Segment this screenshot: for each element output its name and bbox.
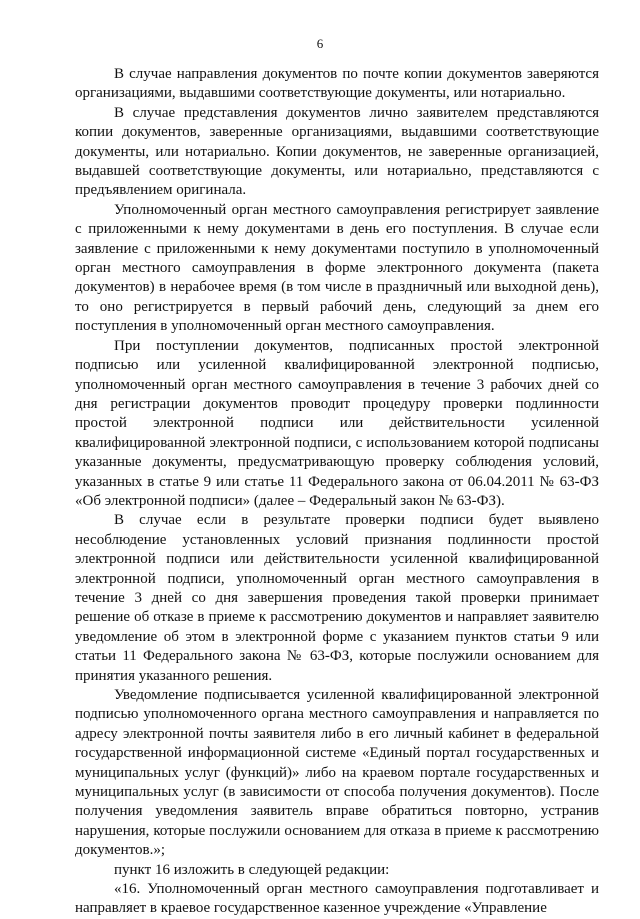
document-body <box>75 65 599 919</box>
paragraph-notification: Уведомление подписывается усиленной квалифицированной электронной подписью уполномоченного органа местного самоуправления и направляется по адресу электронной почты заявителя либо в его личный кабинет в федеральной государственной информационной системе «Единый портал государственных и муниципальных услуг (функций)» либо на краевом портале государственных и муниципальных услуг (в зависимости от способа получения документов). После получения уведомления заявитель вправе обратиться повторно, устранив нарушения, которые послужили основанием для отказа в приеме к рассмотрению документов.»; <box>75 687 599 859</box>
page-number: 6 <box>316 36 324 51</box>
paragraph-signature-check: При поступлении документов, подписанных простой электронной подписью или усиленной квалифицированной электронной подписью, уполномоченный орган местного самоуправления в течение 3 рабочих дней со дня регистрации документов проводит процедуру проверки подлинности простой электронной подписи или действительности усиленной квалифицированной электронной подписи, с использованием которой подписаны указанные документы, предусматривающую проверку соблюдения условий, указанных в статье 9 или статье 11 Федерального закона от 06.04.2011 № 63-ФЗ «Об электронной подписи» (далее – Федеральный закон № 63-ФЗ). <box>75 337 599 509</box>
paragraph-registration: Уполномоченный орган местного самоуправления регистрирует заявление с приложенными к нему документами в день его поступления. В случае если заявление с приложенными к нему документами поступило в уполномоченный орган местного самоуправления в форме электронного документа (пакета документов) в нерабочее время (в том числе в праздничный или выходной день), то оно регистрируется в первый рабочий день, следующий за днем его поступления в уполномоченный орган местного самоуправления. <box>75 201 599 335</box>
paragraph-check-failure: В случае если в результате проверки подписи будет выявлено несоблюдение установленных условий признания подлинности простой электронной подписи или действительности усиленной квалифицированной электронной подписи, уполномоченный орган местного самоуправления в течение 3 дней со дня завершения проведения такой проверки принимает решение об отказе в приеме к рассмотрению документов и направляет заявителю уведомление об этом в электронной форме с указанием пунктов статьи 9 или статьи 11 Федерального закона № 63-ФЗ, которые послужили основанием для принятия указанного решения. <box>75 512 599 684</box>
paragraph-postal-copies: В случае направления документов по почте копии документов заверяются организациями, выдавшими соответствующие документы, или нотариально. <box>75 66 599 102</box>
paragraph-personal-submission: В случае представления документов лично заявителем представляются копии документов, заверенные организациями, выдавшими соответствующие документы, или нотариально. Копии документов, не заверенные организацией, выдавшей соответствующие документы, или нотариально, представляются с предъявлением оригинала. <box>75 104 599 199</box>
paragraph-item-16-intro: пункт 16 изложить в следующей редакции: <box>114 861 390 878</box>
paragraph-item-16-text: «16. Уполномоченный орган местного самоуправления подготавливает и направляет в краевое государственное казенное учреждение «Управление <box>75 881 599 917</box>
